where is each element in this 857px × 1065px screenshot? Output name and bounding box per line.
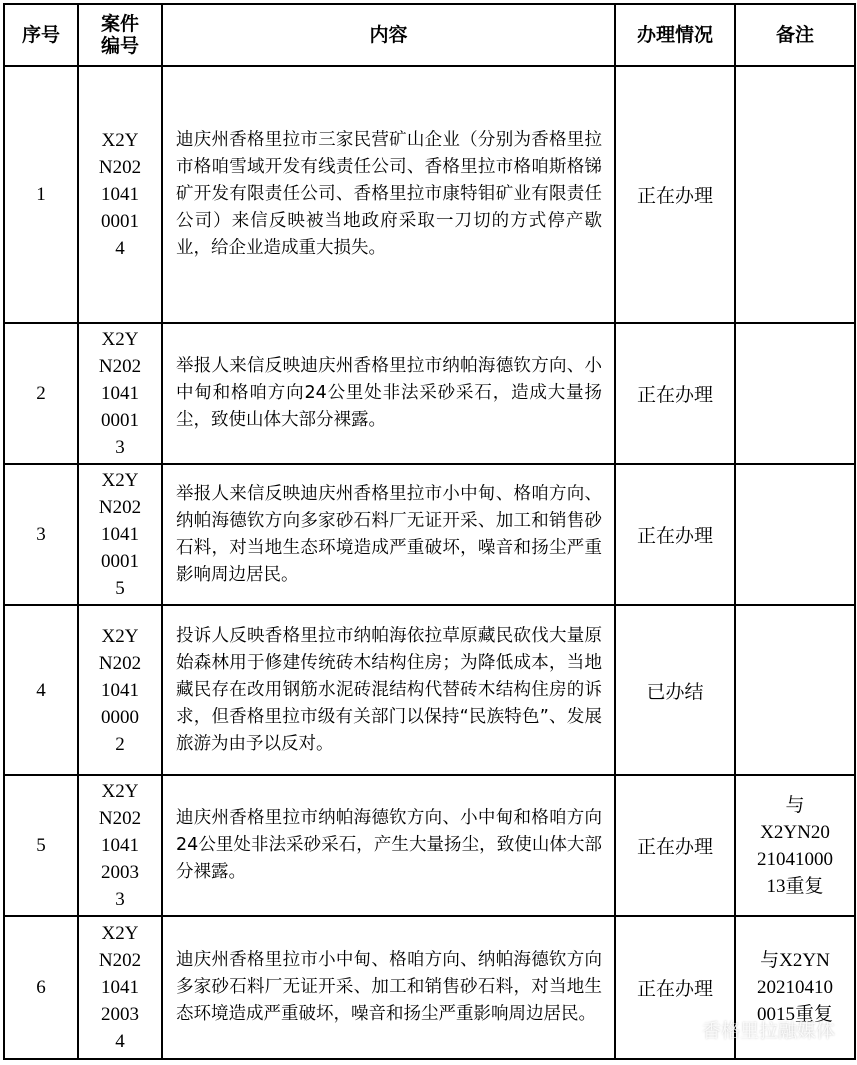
code-line: 1041: [101, 524, 139, 545]
row-status: 正在办理: [615, 323, 735, 464]
code-line: 2: [115, 733, 125, 755]
row-note: [735, 464, 855, 605]
code-line: 1041: [101, 835, 139, 856]
row-index: 2: [4, 323, 78, 464]
row-code: [78, 605, 162, 775]
note-line: 13重复: [766, 875, 824, 897]
code-line: 1041: [101, 383, 139, 404]
code-line: 3: [115, 437, 125, 458]
code-line: 1041: [101, 977, 139, 998]
code-line: 2003: [101, 1004, 139, 1025]
row-note: [735, 605, 855, 775]
code-line: X2Y: [101, 781, 139, 802]
table-row: [4, 775, 855, 916]
header-note: 备注: [735, 4, 855, 66]
header-index: 序号: [4, 4, 78, 66]
code-line: 2003: [101, 862, 139, 883]
table-row: [4, 323, 855, 464]
code-line: 0000: [101, 706, 139, 728]
row-index: 5: [4, 775, 78, 916]
header-code-line2: 编号: [100, 35, 139, 57]
row-code: [78, 916, 162, 1059]
header-content: 内容: [162, 4, 615, 66]
code-line: X2Y: [101, 329, 139, 350]
row-content: 投诉人反映香格里拉市纳帕海依拉草原藏民砍伐大量原始森林用于修建传统砖木结构住房；为降低成本，当地藏民存在改用钢筋水泥砖混结构代替砖木结构住房的诉求，但香格里拉市级有关部门以保持“民族特色”、发展旅游为由予以反对。: [162, 605, 615, 775]
header-code-line1: 案件: [100, 13, 139, 35]
wechat-icon: [677, 1021, 697, 1039]
code-line: 3: [115, 889, 125, 910]
row-code: [78, 66, 162, 323]
note-line: 0015重复: [756, 1004, 833, 1025]
code-line: N202: [98, 497, 142, 518]
row-code: [78, 464, 162, 605]
note-line: 与X2YN: [760, 950, 830, 971]
table-row: [4, 464, 855, 605]
row-note: [735, 66, 855, 323]
code-line: N202: [98, 356, 142, 377]
code-line: N202: [98, 157, 142, 178]
code-line: N202: [98, 652, 142, 674]
code-line: 0001: [101, 551, 139, 572]
code-line: 1041: [101, 679, 139, 701]
note-line: 20210410: [757, 977, 833, 998]
row-status: 正在办理: [615, 916, 735, 1059]
note-line: 21041000: [757, 848, 833, 870]
row-content: 举报人来信反映迪庆州香格里拉市纳帕海德钦方向、小中甸和格咱方向24公里处非法采砂采石，造成大量扬尘，致使山体大部分裸露。: [162, 323, 615, 464]
code-line: 4: [115, 1031, 125, 1052]
code-line: X2Y: [101, 130, 139, 151]
note-line: X2YN20: [760, 821, 830, 843]
note-line: 与: [785, 794, 805, 816]
row-code: [78, 323, 162, 464]
code-line: X2Y: [101, 470, 139, 491]
code-line: 5: [115, 578, 125, 599]
code-line: 0001: [101, 211, 139, 232]
row-status: 正在办理: [615, 775, 735, 916]
header-status: 办理情况: [615, 4, 735, 66]
row-index: 3: [4, 464, 78, 605]
code-line: X2Y: [101, 923, 139, 944]
row-content: 迪庆州香格里拉市纳帕海德钦方向、小中甸和格咱方向24公里处非法采砂采石，产生大量扬尘，致使山体大部分裸露。: [162, 775, 615, 916]
row-note: [735, 323, 855, 464]
table-row: [4, 605, 855, 775]
watermark: [677, 1016, 835, 1043]
code-line: N202: [98, 808, 142, 829]
code-line: N202: [98, 950, 142, 971]
code-line: X2Y: [101, 625, 139, 647]
code-line: 4: [115, 238, 125, 259]
header-row: [4, 4, 855, 66]
watermark-text: 香格里拉融媒体: [701, 1020, 835, 1042]
row-note: [735, 775, 855, 916]
row-content: 举报人来信反映迪庆州香格里拉市小中甸、格咱方向、纳帕海德钦方向多家砂石料厂无证开采、加工和销售砂石料，对当地生态环境造成严重破坏，噪音和扬尘严重影响周边居民。: [162, 464, 615, 605]
row-code: [78, 775, 162, 916]
row-index: 6: [4, 916, 78, 1059]
row-status: 正在办理: [615, 66, 735, 323]
header-code: [78, 4, 162, 66]
code-line: 1041: [101, 184, 139, 205]
row-content: 迪庆州香格里拉市三家民营矿山企业（分别为香格里拉市格咱雪域开发有线责任公司、香格里拉市格咱斯格锑矿开发有限责任公司、香格里拉市康特钼矿业有限责任公司）来信反映被当地政府采取一刀切的方式停产歇业，给企业造成重大损失。: [162, 66, 615, 323]
code-line: 0001: [101, 410, 139, 431]
row-index: 1: [4, 66, 78, 323]
row-status: 已办结: [615, 605, 735, 775]
case-table: [3, 3, 856, 1060]
row-content: 迪庆州香格里拉市小中甸、格咱方向、纳帕海德钦方向多家砂石料厂无证开采、加工和销售砂石料，对当地生态环境造成严重破坏，噪音和扬尘严重影响周边居民。: [162, 916, 615, 1059]
row-index: 4: [4, 605, 78, 775]
row-status: 正在办理: [615, 464, 735, 605]
table-row: [4, 66, 855, 323]
